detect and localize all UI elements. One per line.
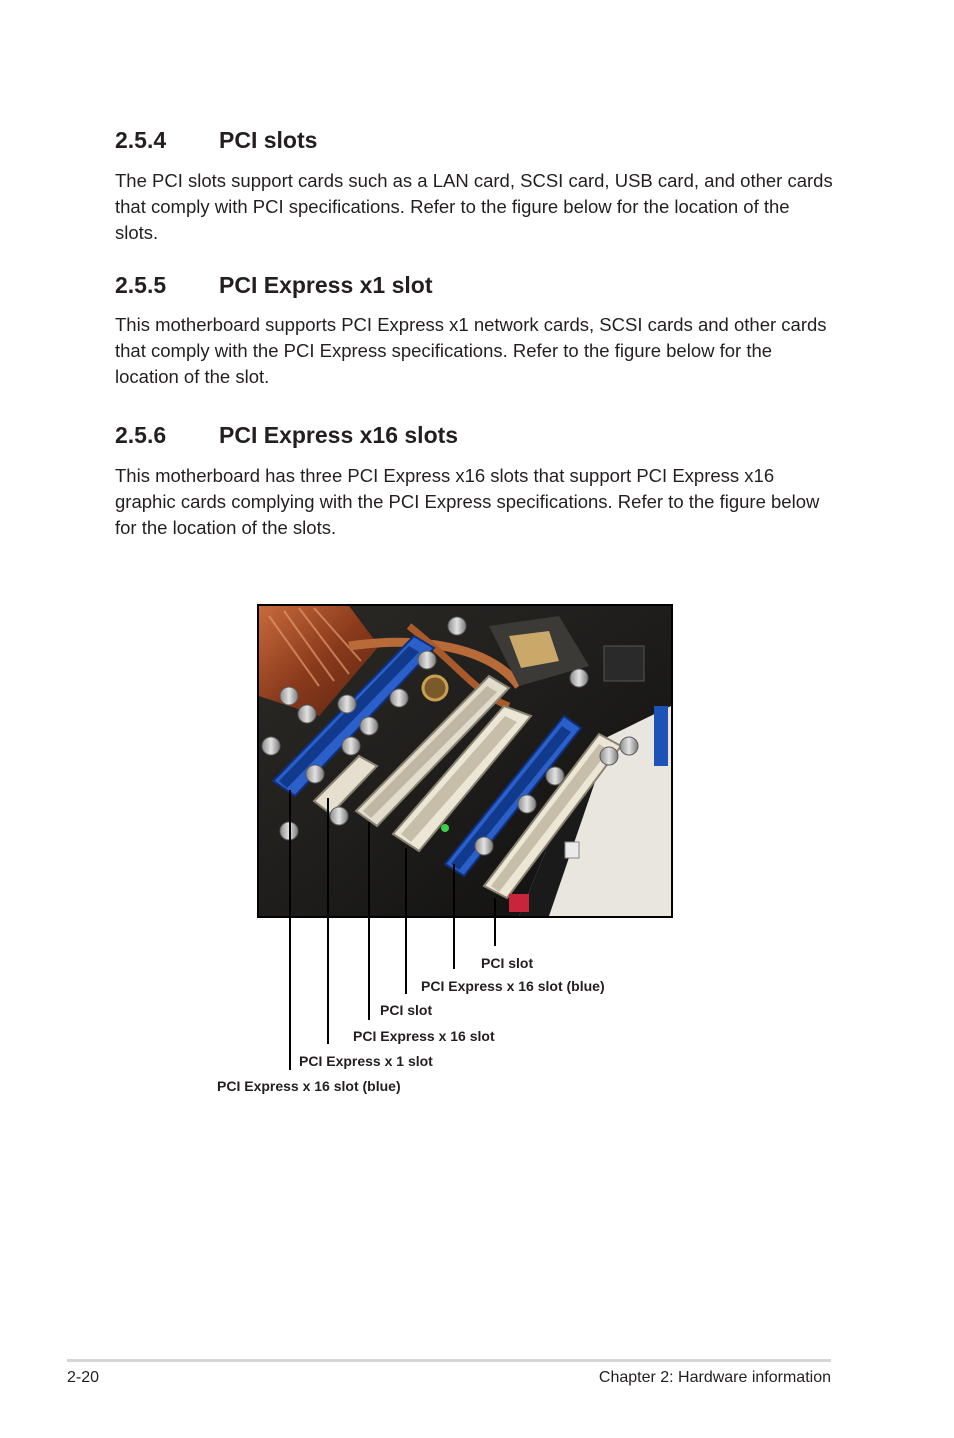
callout-pcie-x16-blue: PCI Express x 16 slot (blue) — [421, 978, 605, 994]
section-body-pci-slots: The PCI slots support cards such as a LAN card, SCSI card, USB card, and other cards that comply with PCI specifications. Refer to the figure below for the location of the slots. — [115, 170, 833, 243]
white-connector — [565, 842, 579, 858]
motherboard-illustration — [259, 606, 671, 916]
motherboard-photo — [257, 604, 673, 918]
callout-pcie-x1: PCI Express x 1 slot — [299, 1053, 433, 1069]
section-number: 2.5.6 — [115, 422, 167, 448]
section-heading-pci-slots — [115, 126, 317, 154]
footer-divider — [67, 1359, 831, 1362]
section-title: PCI Express x1 slot — [219, 272, 433, 298]
callout-pci-slot: PCI slot — [380, 1002, 433, 1018]
callout-pci-slot: PCI slot — [481, 955, 534, 971]
section-heading-pci-express-x1 — [115, 271, 433, 299]
chapter-title: Chapter 2: Hardware information — [598, 1369, 831, 1386]
callout-pcie-x16-blue: PCI Express x 16 slot (blue) — [217, 1078, 401, 1094]
section-title: PCI slots — [219, 127, 318, 153]
section-body-pci-express-x1: This motherboard supports PCI Express x1 network cards, SCSI cards and other cards that comply with the PCI Express specifications. Refer to the figure below for the location of the slot. — [115, 314, 827, 387]
section-heading-pci-express-x16 — [115, 421, 458, 449]
callout-pcie-x16: PCI Express x 16 slot — [353, 1028, 495, 1044]
section-title: PCI Express x16 slots — [219, 422, 459, 448]
sata-connector — [654, 706, 668, 766]
red-connector — [509, 894, 529, 912]
section-number: 2.5.5 — [115, 272, 167, 298]
chip — [604, 646, 644, 681]
page-number: 2-20 — [67, 1369, 100, 1386]
led — [441, 824, 449, 832]
choke-coil — [423, 676, 447, 700]
section-number: 2.5.4 — [115, 127, 167, 153]
section-body-pci-express-x16: This motherboard has three PCI Express x16 slots that support PCI Express x16 graphic cards complying with the PCI Express specifications. Refer to the figure below for the location of the slots. — [115, 465, 820, 538]
